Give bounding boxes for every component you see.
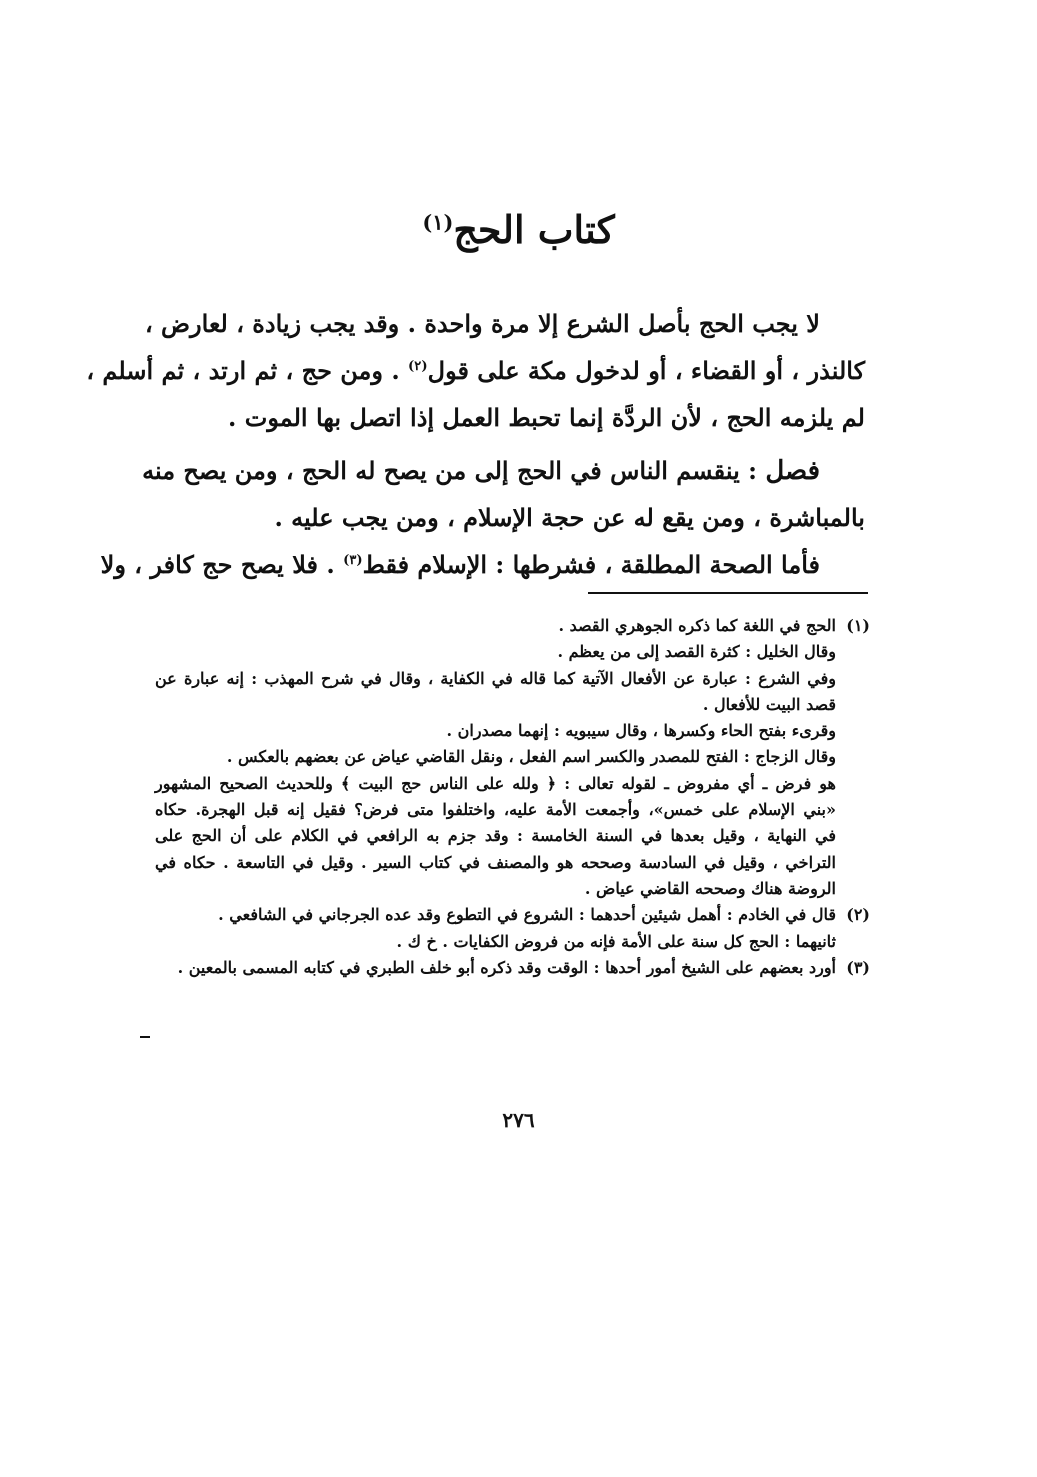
paragraph-2	[142, 447, 865, 541]
footnote-line: وفي الشرع : عبارة عن الأفعال الآتية كما قاله في الكفاية ، وقال في شرح المهذب : إنه عبارة عن	[155, 668, 836, 688]
paragraph-2-line-1-text: : ينقسم الناس في الحج إلى من يصح له الحج ، ومن يصح منه	[142, 456, 757, 485]
page-number: ٢٧٦	[502, 1108, 535, 1132]
chapter-title	[0, 205, 1037, 255]
paragraph-1	[86, 300, 865, 441]
chapter-title-text: كتاب الحج	[453, 207, 615, 252]
footnote-number: (١)	[846, 616, 870, 635]
footnote-number: (٣)	[846, 957, 870, 977]
paragraph-1-line-3: لم يلزمه الحج ، لأن الردَّة إنما تحبط العمل إذا اتصل بها الموت .	[228, 403, 865, 432]
footnote-line: وقال الزجاج : الفتح للمصدر والكسر اسم الفعل ، ونقل القاضي عياض عن بعضهم بالعكس .	[226, 747, 836, 767]
section-heading-fasl: فصل	[765, 456, 820, 486]
paragraph-2-line-2: بالمباشرة ، ومن يقع له عن حجة الإسلام ، ومن يجب عليه .	[274, 503, 865, 532]
title-footnote-ref: (١)	[422, 209, 454, 235]
catchword-mark	[140, 1036, 150, 1038]
paragraph-3-line-1	[100, 541, 865, 588]
footnote-separator	[588, 592, 868, 594]
paragraph-1-line-1: لا يجب الحج بأصل الشرع إلا مرة واحدة . وقد يجب زيادة ، لعارض ،	[144, 309, 820, 338]
footnotes	[155, 613, 870, 981]
footnote-ref-2: (٢)	[408, 359, 428, 374]
paragraph-1-line-2-b: . ومن حج ، ثم ارتد ، ثم أسلم ،	[86, 356, 400, 385]
footnote-number: (٢)	[846, 905, 870, 925]
footnote-line	[155, 902, 870, 928]
footnote-ref-3: (٣)	[343, 553, 363, 568]
footnote-line	[155, 613, 870, 639]
footnote-line	[155, 955, 870, 981]
footnote-line: الروضة هناك وصححه القاضي عياض .	[584, 878, 836, 898]
paragraph-3	[100, 541, 865, 588]
footnote-text: الحج في اللغة كما ذكره الجوهري القصد .	[558, 616, 836, 635]
footnote-line: ثانيهما : الحج كل سنة على الأمة فإنه من فروض الكفايات . خ ك .	[396, 931, 836, 951]
footnote-line: «بني الإسلام على خمس»، وأجمعت الأمة عليه، واختلفوا متى فرض؟ فقيل إنه قبل الهجرة. حكاه	[155, 800, 836, 820]
paragraph-3-part-2: . فلا يصح حج كافر ، ولا	[100, 550, 335, 579]
footnote-line: قصد البيت للأفعال .	[702, 694, 836, 714]
footnote-line: التراخي ، وقيل في السادسة وصححه هو والمصنف في كتاب السير . وقيل في التاسعة . حكاه في	[155, 852, 836, 872]
paragraph-2-line-1	[142, 447, 865, 494]
paragraph-1-line-2-a: كالنذر ، أو القضاء ، أو لدخول مكة على قول	[427, 356, 865, 385]
footnote-text: قال في الخادم : أهمل شيئين أحدهما : الشروع في التطوع وقد عده الجرجاني في الشافعي .	[218, 905, 836, 925]
footnote-line: وقال الخليل : كثرة القصد إلى من يعظم .	[557, 642, 836, 662]
footnote-line: هو فرض ـ أي مفروض ـ لقوله تعالى : ﴿ ولله على الناس حج البيت ﴾ وللحديث الصحيح المشهور	[155, 773, 836, 793]
footnote-line: وقرىء بفتح الحاء وكسرها ، وقال سيبويه : إنهما مصدران .	[446, 721, 836, 741]
paragraph-3-part-1: فأما الصحة المطلقة ، فشرطها : الإسلام فقط	[362, 550, 820, 579]
footnote-line: في النهاية ، وقيل بعدها في السنة الخامسة : وقد جزم به الرافعي في الكلام على أن الحج على	[155, 826, 836, 846]
paragraph-1-line-2	[86, 347, 865, 394]
footnote-text: أورد بعضهم على الشيخ أمور أحدها : الوقت وقد ذكره أبو خلف الطبري في كتابه المسمى بالمعين .	[177, 957, 836, 977]
